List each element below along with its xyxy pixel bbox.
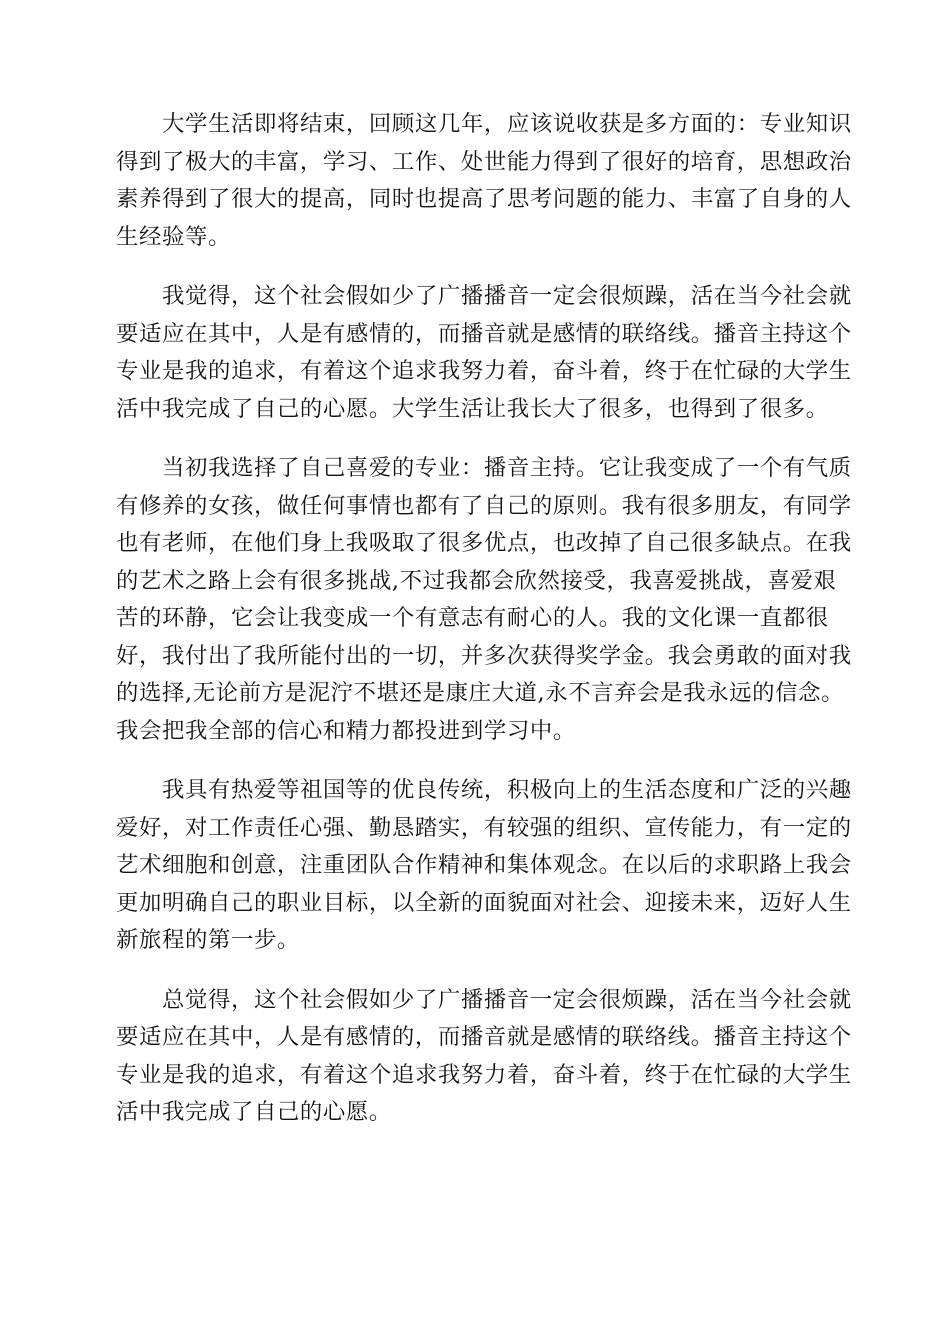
text-line: 活中我完成了自己的心愿。 [116, 1099, 392, 1125]
text-line: 也有老师，在他们身上我吸取了很多优点，也改掉了自己很多缺点。在我 [116, 530, 852, 556]
paragraph-5 [116, 982, 852, 1132]
text-line: 苦的环静，它会让我变成一个有意志有耐心的人。我的文化课一直都很 [116, 605, 829, 631]
text-line: 要适应在其中，人是有感情的，而播音就是感情的联络线。播音主持这个 [116, 1024, 852, 1050]
text-line: 活中我完成了自己的心愿。大学生活让我长大了很多，也得到了很多。 [116, 395, 829, 422]
text-line: 素养得到了很大的提高，同时也提高了思考问题的能力、丰富了自身的人 [116, 186, 852, 212]
document-page [116, 106, 852, 1154]
text-line: 有修养的女孩，做任何事情也都有了自己的原则。我有很多朋友，有同学 [116, 492, 852, 519]
text-line: 我具有热爱等祖国等的优良传统，积极向上的生活态度和广泛的兴趣 [162, 777, 852, 803]
text-line: 得到了极大的丰富，学习、工作、处世能力得到了很好的培育，思想政治 [116, 148, 852, 175]
text-line: 总觉得，这个社会假如少了广播播音一定会很烦躁，活在当今社会就 [162, 986, 852, 1013]
paragraph-3 [116, 450, 852, 750]
text-line: 爱好，对工作责任心强、勤恳踏实，有较强的组织、宣传能力，有一定的 [116, 814, 852, 841]
paragraph-4 [116, 772, 852, 960]
paragraph-2 [116, 278, 852, 428]
text-line: 专业是我的追求，有着这个追求我努力着，奋斗着，终于在忙碌的大学生 [116, 1061, 852, 1088]
text-line: 大学生活即将结束，回顾这几年，应该说收获是多方面的：专业知识 [162, 111, 852, 137]
text-line: 艺术细胞和创意，注重团队合作精神和集体观念。在以后的求职路上我会 [116, 852, 852, 878]
text-line: 要适应在其中，人是有感情的，而播音就是感情的联络线。播音主持这个 [116, 320, 852, 347]
text-line: 专业是我的追求，有着这个追求我努力着，奋斗着，终于在忙碌的大学生 [116, 358, 852, 384]
paragraph-1 [116, 106, 852, 256]
text-line: 我会把我全部的信心和精力都投进到学习中。 [116, 717, 576, 744]
text-line: 好，我付出了我所能付出的一切，并多次获得奖学金。我会勇敢的面对我 [116, 642, 852, 669]
text-line: 更加明确自己的职业目标，以全新的面貌面对社会、迎接未来，迈好人生 [116, 889, 852, 916]
text-line: 的艺术之路上会有很多挑战,不过我都会欣然接受，我喜爱挑战，喜爱艰 [116, 567, 837, 594]
text-line: 生经验等。 [116, 223, 231, 250]
text-line: 的选择,无论前方是泥泞不堪还是康庄大道,永不言弃会是我永远的信念。 [116, 680, 845, 706]
text-line: 当初我选择了自己喜爱的专业：播音主持。它让我变成了一个有气质 [162, 455, 852, 481]
text-line: 我觉得，这个社会假如少了广播播音一定会很烦躁，活在当今社会就 [162, 283, 852, 309]
text-line: 新旅程的第一步。 [116, 927, 300, 953]
